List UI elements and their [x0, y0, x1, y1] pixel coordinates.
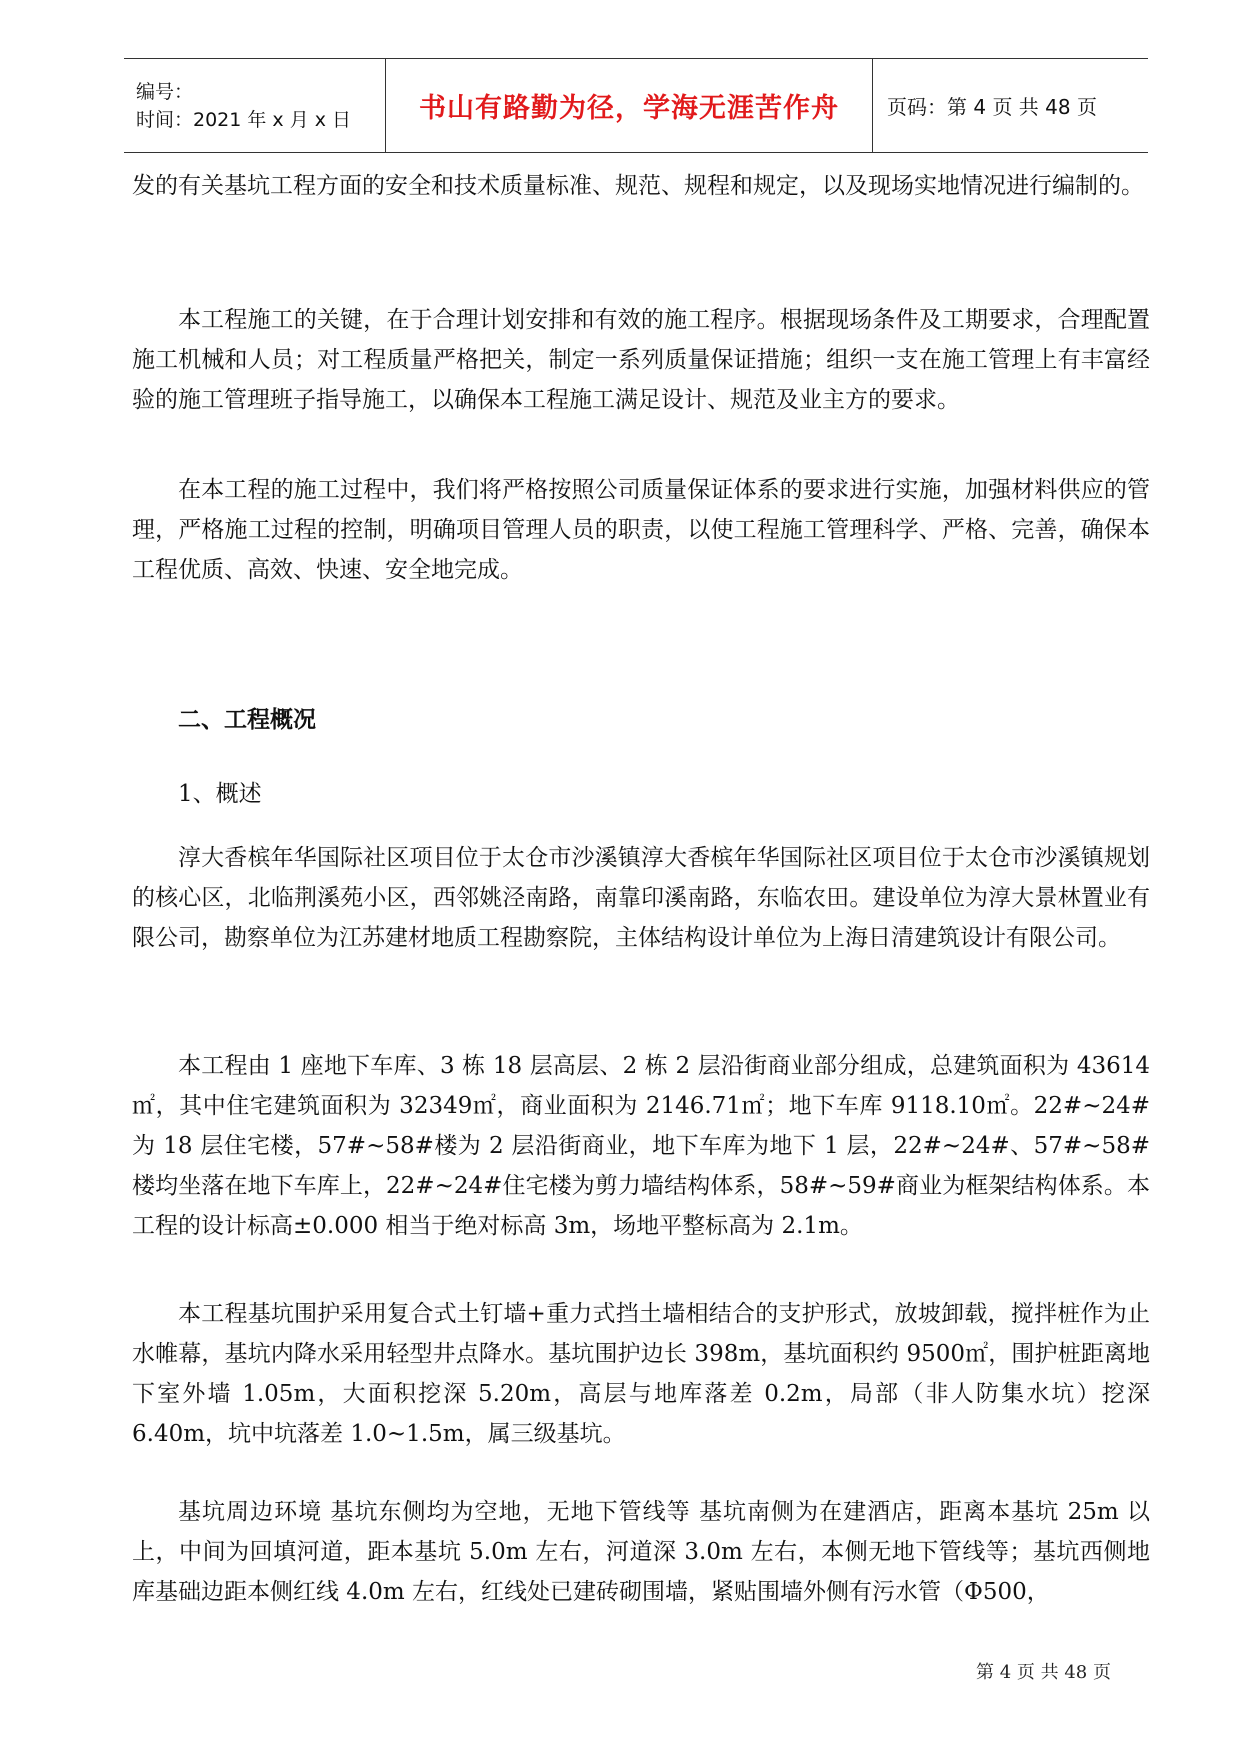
header-number: 编号： [136, 80, 194, 103]
subsection-heading: 1、概述 [178, 781, 262, 807]
intro-text-2 [132, 300, 1150, 420]
header-motto-cell [386, 59, 873, 152]
overview-block-4 [132, 1492, 1150, 1612]
paragraph-continuation: 发的有关基坑工程方面的安全和技术质量标准、规范、规程和规定，以及现场实地情况进行编制的。 [132, 173, 1144, 199]
header-page-cell [873, 59, 1148, 152]
paragraph-quality: 在本工程的施工过程中，我们将严格按照公司质量保证体系的要求进行实施，加强材料供应的管理，严格施工过程的控制，明确项目管理人员的职责，以使工程施工管理科学、严格、完善，确保本工程优质、高效、快速、安全地完成。 [132, 477, 1150, 583]
intro-text [132, 166, 1150, 206]
subsection-heading-block [132, 774, 1150, 814]
section-heading: 二、工程概况 [178, 707, 316, 733]
overview-surroundings: 基坑周边环境 基坑东侧均为空地，无地下管线等 基坑南侧为在建酒店，距离本基坑 25m 以上，中间为回填河道，距本基坑 5.0m 左右，河道深 3.0m 左右，本侧无地下管线等；基坑西侧地库基础边距本侧红线 4.0m 左右，红线处已建砖砌围墙，紧贴围墙外侧有污水管（Φ500， [132, 1499, 1150, 1605]
overview-block-3 [132, 1294, 1150, 1454]
page-footer: 第 4 页 共 48 页 [976, 1662, 1111, 1683]
overview-composition: 本工程由 1 座地下车库、3 栋 18 层高层、2 栋 2 层沿街商业部分组成，总建筑面积为 43614㎡，其中住宅建筑面积为 32349㎡，商业面积为 2146.71㎡；地下车库 9118.10㎡。22#~24#为 18 层住宅楼，57#~58#楼为 2 层沿街商业，地下车库为地下 1 层，22#~24#、57#~58#楼均坐落在地下车库上，22#~24#住宅楼为剪力墙结构体系，58#~59#商业为框架结构体系。本工程的设计标高±0.000 相当于绝对标高 3m，场地平整标高为 2.1m。 [132, 1053, 1150, 1239]
intro-text-3 [132, 470, 1150, 590]
header-meta [124, 59, 386, 152]
page-header [124, 58, 1148, 153]
header-time: 时间：2021 年 x 月 x 日 [136, 108, 352, 131]
paragraph-key-points: 本工程施工的关键，在于合理计划安排和有效的施工程序。根据现场条件及工期要求，合理配置施工机械和人员；对工程质量严格把关，制定一系列质量保证措施；组织一支在施工管理上有丰富经验的施工管理班子指导施工，以确保本工程施工满足设计、规范及业主方的要求。 [132, 307, 1150, 413]
overview-location: 淳大香槟年华国际社区项目位于太仓市沙溪镇淳大香槟年华国际社区项目位于太仓市沙溪镇规划的核心区，北临荆溪苑小区，西邻姚泾南路，南靠印溪南路，东临农田。建设单位为淳大景林置业有限公司，勘察单位为江苏建材地质工程勘察院，主体结构设计单位为上海日清建筑设计有限公司。 [132, 845, 1150, 951]
header-motto: 书山有路勤为径，学海无涯苦作舟 [419, 93, 839, 124]
section-heading-block [132, 700, 1150, 740]
overview-block-2 [132, 1046, 1150, 1246]
overview-excavation: 本工程基坑围护采用复合式土钉墙+重力式挡土墙相结合的支护形式，放坡卸载，搅拌桩作为止水帷幕，基坑内降水采用轻型井点降水。基坑围护边长 398m，基坑面积约 9500㎡，围护桩距离地下室外墙 1.05m，大面积挖深 5.20m，高层与地库落差 0.2m，局部（非人防集水坑）挖深 6.40m，坑中坑落差 1.0~1.5m，属三级基坑。 [132, 1301, 1150, 1447]
overview-block-1 [132, 838, 1150, 958]
header-page-number: 页码：第 4 页 共 48 页 [887, 95, 1097, 119]
